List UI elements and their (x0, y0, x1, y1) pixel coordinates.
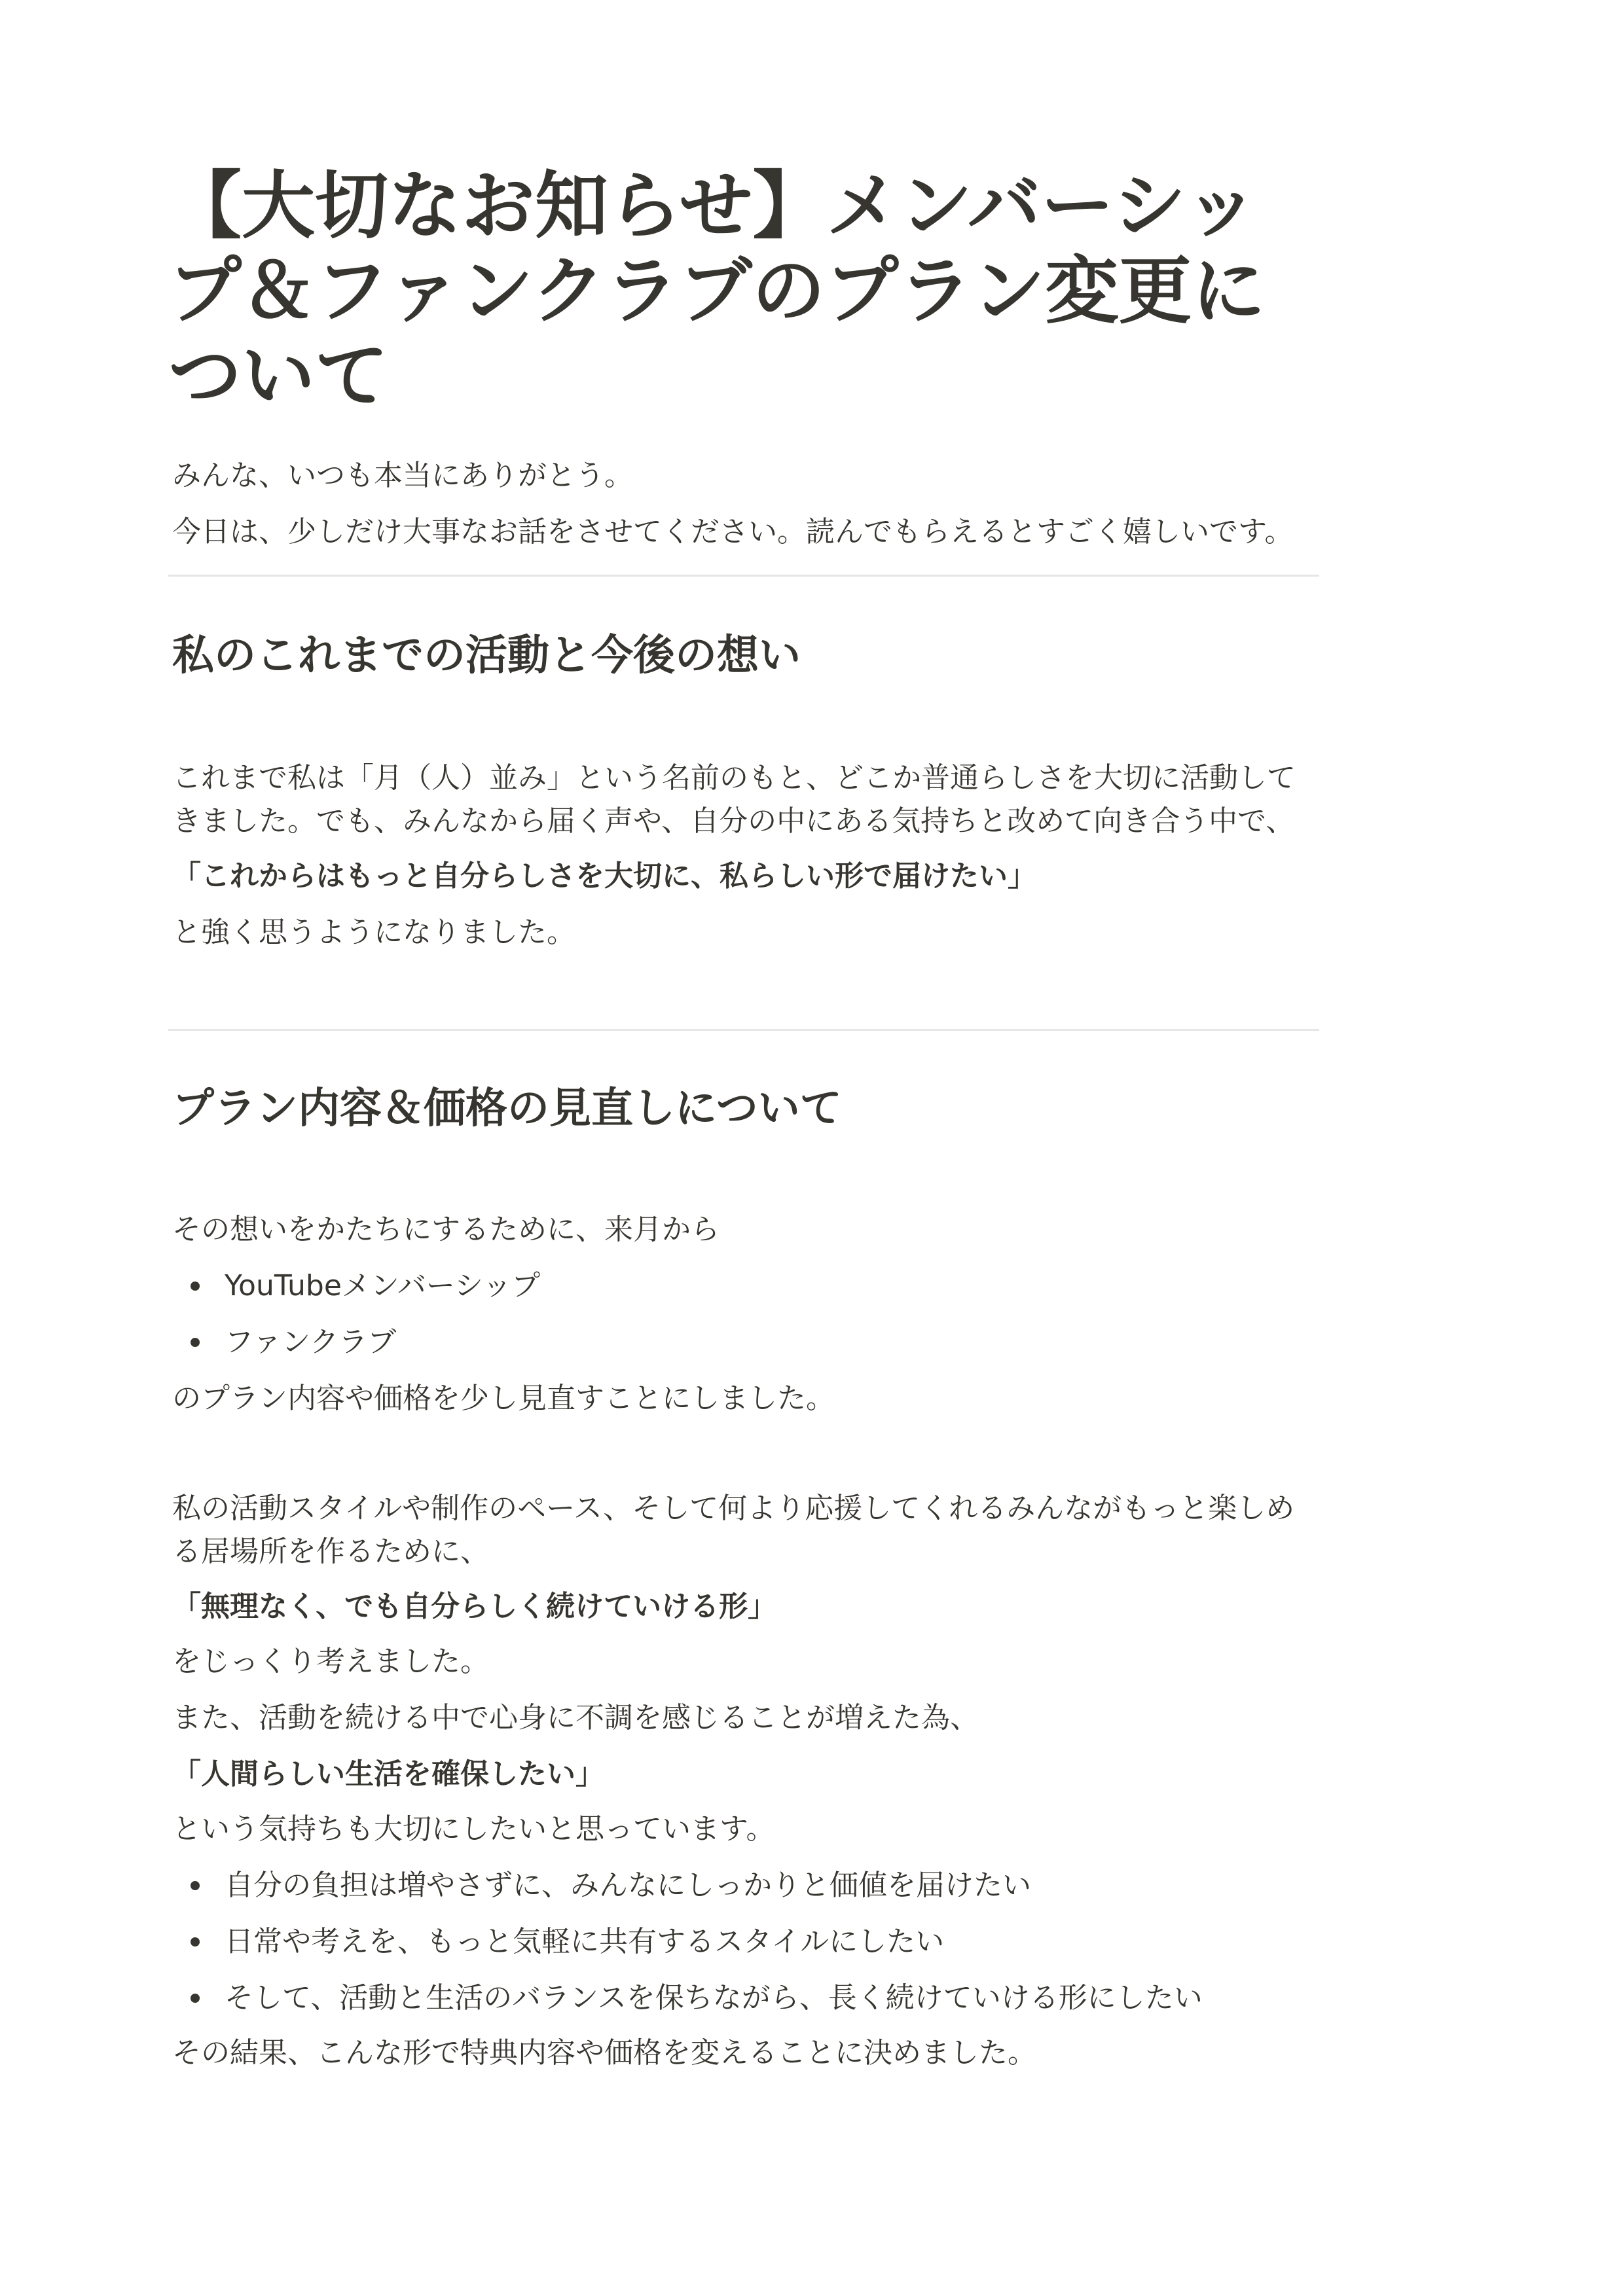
section1-paragraph-2: と強く思うようになりました。 (172, 916, 575, 949)
list-item: そして、活動と生活のバランスを保ちながら、長く続けていける形にしたい (168, 1977, 1203, 2033)
section2-emphasis-1: 「無理なく、でも自分らしく続けていける形」 (172, 1590, 777, 1623)
bullet-icon (191, 1282, 200, 1291)
section2-paragraph-4: をじっくり考えました。 (172, 1645, 489, 1678)
bullet-icon (191, 1338, 200, 1347)
section1-paragraph-1: これまで私は「月（人）並み」という名前のもと、どこか普通らしさを大切に活動してきました。でも、みんなから届く声や、自分の中にある気持ちと改めて向き合う中で、 (172, 761, 1296, 838)
section2-paragraph-1: その想いをかたちにするために、来月から (172, 1213, 720, 1246)
list-item: YouTubeメンバーシップ (168, 1265, 540, 1321)
section2-paragraph-2: のプラン内容や価格を少し見直すことにしました。 (172, 1382, 835, 1415)
section-heading-plan: プラン内容＆価格の見直しについて (172, 1085, 842, 1133)
bullet-icon (191, 1937, 200, 1946)
bullet-icon (191, 1994, 200, 2003)
divider (168, 575, 1319, 577)
list-item: 日常や考えを、もっと気軽に共有するスタイルにしたい (168, 1920, 1203, 1977)
section-heading-activity: 私のこれまでの活動と今後の想い (172, 632, 801, 680)
service-list (168, 1265, 540, 1377)
section2-paragraph-3: 私の活動スタイルや制作のペース、そして何より応援してくれるみんながもっと楽しめる居場所を作るために、 (172, 1492, 1295, 1568)
section2-paragraph-5: また、活動を続ける中で心身に不調を感じることが増えた為、 (172, 1701, 979, 1734)
bullet-icon (191, 1881, 200, 1890)
divider (168, 1029, 1319, 1031)
section2-emphasis-2: 「人間らしい生活を確保したい」 (172, 1757, 604, 1791)
section2-paragraph-6: という気持ちも大切にしたいと思っています。 (172, 1812, 775, 1846)
list-item: ファンクラブ (168, 1321, 540, 1377)
goals-list (168, 1864, 1203, 2033)
intro-line-1: みんな、いつも本当にありがとう。 (172, 459, 633, 492)
intro-line-2: 今日は、少しだけ大事なお話をさせてください。読んでもらえるとすごく嬉しいです。 (172, 515, 1294, 548)
page-title: 【大切なお知らせ】メンバーシップ＆ファンクラブのプラン変更について (168, 164, 1266, 419)
section1-emphasis: 「これからはもっと自分らしさを大切に、私らしい形で届けたい」 (172, 859, 1036, 893)
list-item: 自分の負担は増やさずに、みんなにしっかりと価値を届けたい (168, 1864, 1203, 1920)
section2-paragraph-7: その結果、こんな形で特典内容や価格を変えることに決めました。 (172, 2036, 1036, 2070)
